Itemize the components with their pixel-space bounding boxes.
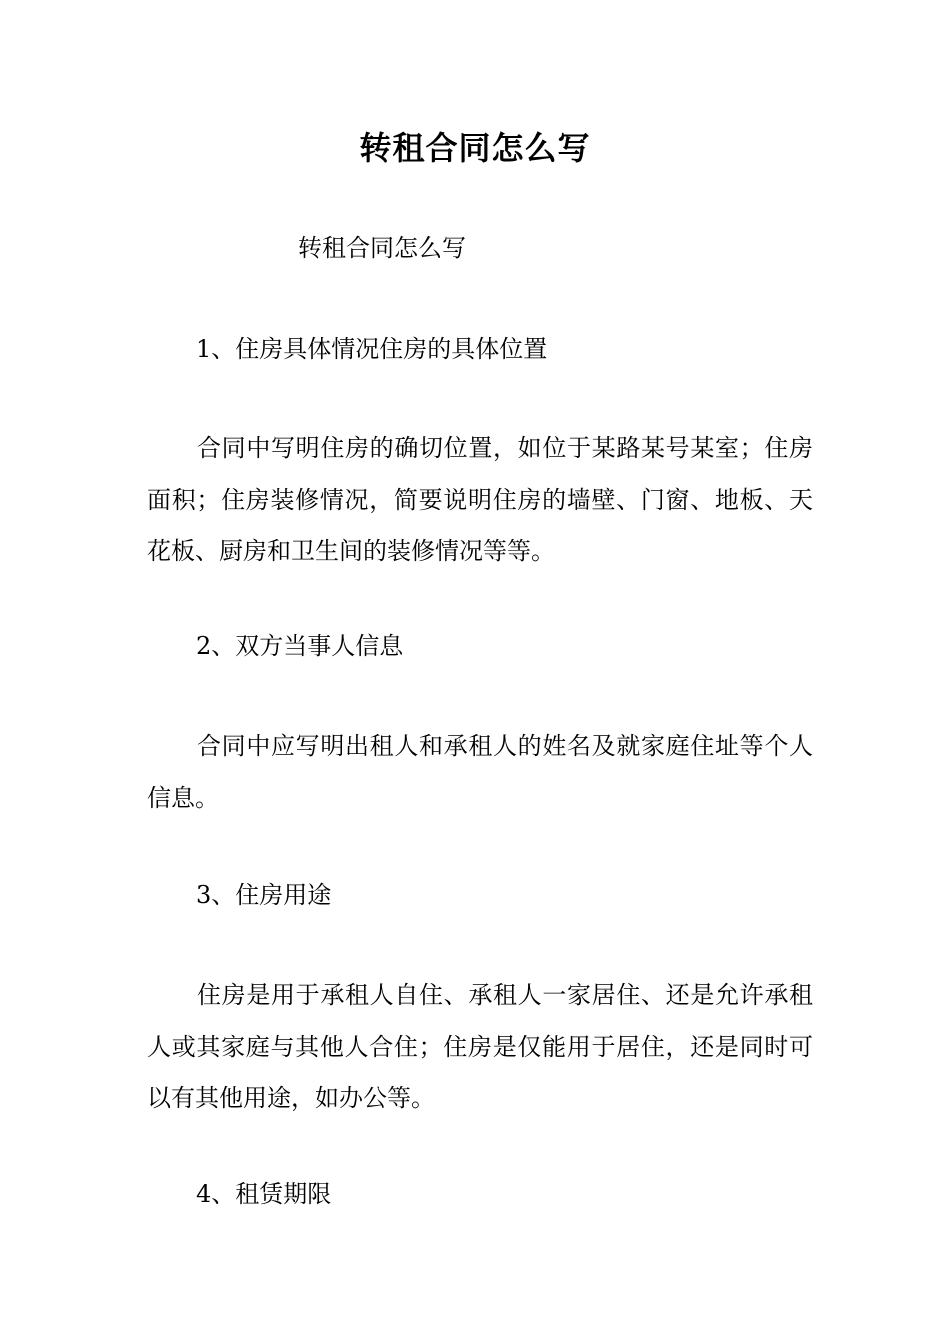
section-body-1: 合同中写明住房的确切位置，如位于某路某号某室；住房面积；住房装修情况，简要说明住房的墙壁、门窗、地板、天花板、厨房和卫生间的装修情况等等。 xyxy=(147,434,813,565)
document-subtitle: 转租合同怎么写 xyxy=(298,234,466,262)
section-heading-4: 4、租赁期限 xyxy=(196,1180,332,1208)
section-heading-1: 1、住房具体情况住房的具体位置 xyxy=(196,335,548,363)
section-body-2: 合同中应写明出租人和承租人的姓名及就家庭住址等个人信息。 xyxy=(147,732,813,812)
section-heading-2: 2、双方当事人信息 xyxy=(196,632,404,660)
section-body-3: 住房是用于承租人自住、承租人一家居住、还是允许承租人或其家庭与其他人合住；住房是仅能用于居住，还是同时可以有其他用途，如办公等。 xyxy=(147,981,813,1112)
section-heading-3: 3、住房用途 xyxy=(196,881,332,909)
document-title: 转租合同怎么写 xyxy=(359,129,591,167)
